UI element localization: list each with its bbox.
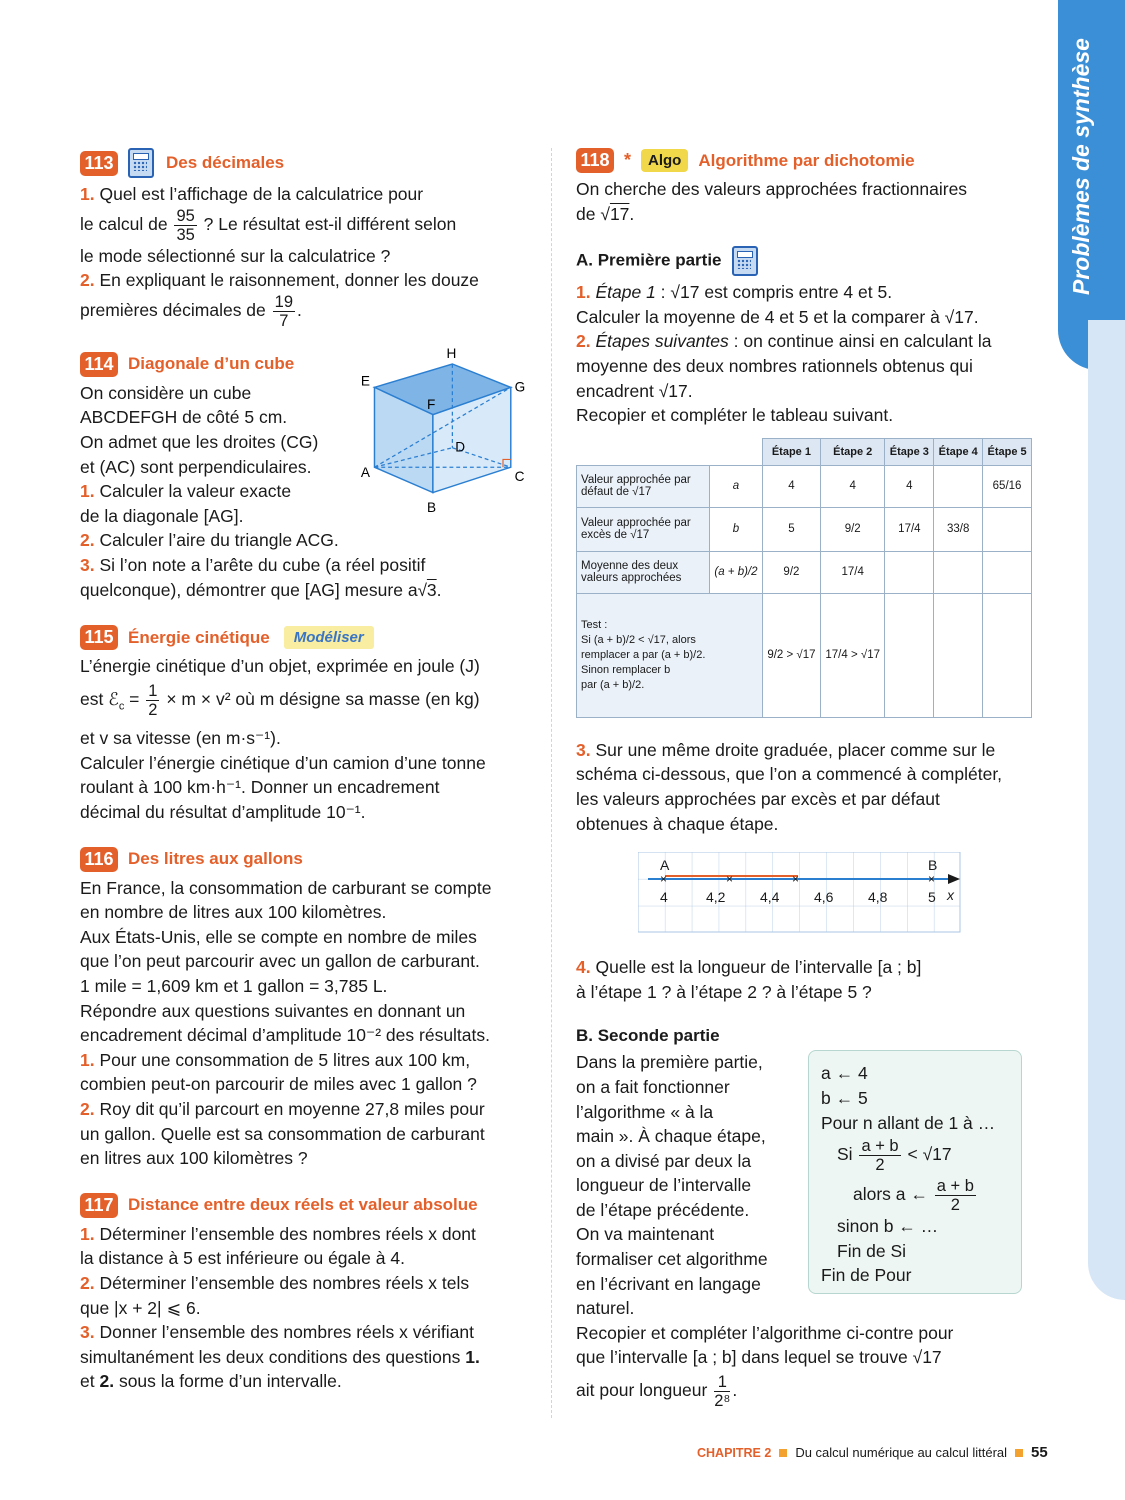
text-line: que l’on peut parcourir avec un gallon de carburant. <box>80 951 480 972</box>
vertex-label-b: B <box>427 499 437 515</box>
text-line: × m × v² où m désigne sa masse (en kg) <box>166 688 480 709</box>
table-cell: 4 <box>762 465 820 507</box>
row-label: Test : Si (a + b)/2 < √17, alors remplacer a par (a + b)/2. Sinon remplacer b par (a + b)/2. <box>577 593 763 717</box>
q2-text: en litres aux 100 kilomètres ? <box>80 1148 308 1169</box>
algo-line: Si <box>837 1144 853 1165</box>
footer-square-icon <box>779 1449 787 1457</box>
table-cell: 5 <box>762 507 820 551</box>
exercise-title: Distance entre deux réels et valeur absolue <box>128 1195 478 1215</box>
column-separator <box>551 148 552 1418</box>
text-line: et (AC) sont perpendiculaires. <box>80 456 312 477</box>
fraction-95-35: $\frac{95}{35}$ <box>176 206 195 244</box>
table-cell <box>934 593 983 717</box>
algo-line: alors a ← <box>853 1183 928 1204</box>
algo-badge: Algo <box>641 149 688 172</box>
table-cell <box>983 551 1032 593</box>
q4-text: Quelle est la longueur de l’intervalle [a ; b] <box>595 957 922 978</box>
exercise-title: Énergie cinétique <box>128 627 270 647</box>
q2-text: En expliquant le raisonnement, donner les douze <box>99 270 479 291</box>
text-line: naturel. <box>576 1298 635 1319</box>
exercise-number: 115 <box>80 625 118 650</box>
svg-text:×: × <box>928 872 936 887</box>
q3-text: schéma ci-dessous, que l’on a commencé à compléter, <box>576 764 1003 785</box>
left-column <box>80 148 530 1416</box>
vertex-label-c: C <box>514 468 525 484</box>
table-cell <box>934 551 983 593</box>
row-label: Moyenne des deux valeurs approchées <box>577 551 710 593</box>
q2-text: Roy dit qu’il parcourt en moyenne 27,8 miles pour <box>99 1098 485 1119</box>
q1-text: le calcul de <box>80 213 168 234</box>
right-column: 118 * Algo Algorithme par dichotomie On cherche des valeurs approchées fractionnaires de √17. A. Première partie 1. Étape 1 : √17 est compris entre 4 et 5. Calculer la moyenne de 4 et 5 et la comparer à √17. 2. Étapes suivantes : on continue ainsi en calculant la moyenne des deux nombres rationnels obtenus qui encadrent √17. Recopier et compléter le tableau suivant. Étape 1 Étape 2 Étape 3 Étape 4 Étape 5 Valeur approchée par défaut de √17 a 4 4 4 65/16 Valeur approchée par excès de √17 b 5 9/2 17/4 33/8 Moyenne des deux valeurs approchées (a + b)/2 9/2 17/4 Test : Si (a + b)/2 < √17, alors remplacer a par (a + b)/2. Sinon remplacer b par (a + b)/2. 9/2 > √17 17/4 > √17 3. Sur une même droite graduée, placer comme sur le schéma ci-dessous, que l’on a commencé à compléter, les valeurs approchées par excès et par défaut obtenues à chaque étape. A B 4 4,2 4,4 4,6 4,8 5 x × × × × 4. Quelle est la longueur de l’intervalle [a ; b] à l’étape 1 ? à l’étape 2 ? à l’étape 5 ? B. Seconde partie Dans la première partie, on a fait fonctionner l’algorithme « à la main ». À chaque étape, on a divisé par deux la longueur de l’intervalle de l’étape précédente. On va maintenant formaliser cet algorithme en l’écrivant en langage naturel. a ← 4 b ← 5 Pour n allant de 1 à … Si $\frac{a + b}{2}$ < √17 alors a ← $\frac{a + b}{2}$ sinon b ← … Fin de Si Fin de Pour Recopier et compléter l’algorithme ci-contre pour que l’intervalle [a ; b] dans lequel se trouve √17 ait pour longueur $\frac{1}{\text{2⁸}}$ . <box>576 148 1036 1410</box>
table-cell: 17/4 <box>820 551 885 593</box>
q3-text: Donner l’ensemble des nombres réels x vérifiant <box>99 1322 474 1343</box>
text-line: l’algorithme « à la <box>576 1101 714 1122</box>
table-cell <box>983 507 1032 551</box>
text-line: Calculer l’énergie cinétique d’un camion d’une tonne <box>80 752 486 773</box>
row-label: Valeur approchée par défaut de √17 <box>577 465 710 507</box>
text-line: en l’écrivant en langage <box>576 1273 761 1294</box>
q3-text: Sur une même droite graduée, placer comme sur le <box>595 739 996 760</box>
table-cell: 4 <box>820 465 885 507</box>
page-number: 55 <box>1031 1444 1048 1461</box>
footer-square-icon <box>1015 1449 1023 1457</box>
axis-label: x <box>947 887 954 904</box>
table-cell: 9/2 <box>820 507 885 551</box>
exercise-number: 113 <box>80 151 118 176</box>
algo-line: sinon b ← … <box>837 1215 939 1236</box>
text-line: est ℰ <box>80 688 119 709</box>
q1-text: de la diagonale [AG]. <box>80 505 244 526</box>
exercise-number: 117 <box>80 1193 118 1218</box>
table-header: Étape 1 <box>762 438 820 465</box>
dichotomy-table <box>576 438 1032 718</box>
modeliser-badge: Modéliser <box>284 626 374 649</box>
exercise-113: 113 Des décimales 1. Quel est l’affichage de la calculatrice pour le calcul de $\frac{95}{35}$ ? Le résultat est-il différent selon le mode sélectionné sur la calculatrice ? 2. En expliquant le raisonnement, donner les douze premières décimales de $\frac{19}{7}$ . <box>80 148 530 330</box>
vertex-label-f: F <box>427 396 436 412</box>
table-cell: 9/2 > √17 <box>762 593 820 717</box>
part-a-heading: A. Première partie <box>576 246 1036 276</box>
svg-text:×: × <box>726 872 734 887</box>
row-variable: a <box>710 465 763 507</box>
q2-text: moyenne des deux nombres rationnels obtenus qui <box>576 355 973 376</box>
q3-text: Si l’on note a l’arête du cube (a réel positif <box>99 554 426 575</box>
text-line: que l’intervalle [a ; b] dans lequel se trouve √17 <box>576 1347 942 1368</box>
exercise-114: 114 Diagonale d’un cube On considère un cube ABCDEFGH de côté 5 cm. On admet que les droites (CG) et (AC) sont perpendiculaires. 1. Calculer la valeur exacte de la diagonale [AG]. 2. Calculer l’aire du triangle ACG. 3. Si l’on note a l’arête du cube (a réel positif quelconque), démontrer que [AG] mesure a√3. H E F G D A C B <box>80 352 530 603</box>
q1-text: : √17 est compris entre 4 et 5. <box>655 282 893 303</box>
exercise-116: 116 Des litres aux gallons En France, la consommation de carburant se compte en nombre de litres aux 100 kilomètres. Aux États-Unis, elle se compte en nombre de miles que l’on peut parcourir avec un gallon de carburant. 1 mile = 1,609 km et 1 gallon = 3,785 L. Répondre aux questions suivantes en donnant un encadrement décimal d’amplitude 10⁻² des résultats. 1. Pour une consommation de 5 litres aux 100 km, combien peut-on parcourir de miles avec 1 gallon ? 2. Roy dit qu’il parcourt en moyenne 27,8 miles pour un gallon. Quelle est sa consommation de carburant en litres aux 100 kilomètres ? <box>80 847 530 1171</box>
q2-text: Déterminer l’ensemble des nombres réels x tels <box>99 1272 470 1293</box>
q2-text: : on continue ainsi en calculant la <box>728 331 992 352</box>
text-line: On admet que les droites (CG) <box>80 431 319 452</box>
row-variable: (a + b)/2 <box>710 551 763 593</box>
exercise-number: 116 <box>80 847 118 872</box>
table-cell: 65/16 <box>983 465 1032 507</box>
vertex-label-d: D <box>455 439 466 455</box>
q1-text: ? Le résultat est-il différent selon <box>203 213 457 234</box>
text-line: On cherche des valeurs approchées fractionnaires <box>576 179 968 199</box>
text-line: 1 mile = 1,609 km et 1 gallon = 3,785 L. <box>80 975 388 996</box>
text-line: on a divisé par deux la <box>576 1150 752 1171</box>
q2-text: que |x + 2| ⩽ 6. <box>80 1297 201 1318</box>
algo-line: Fin de Pour <box>821 1265 912 1286</box>
row-label: Valeur approchée par excès de √17 <box>577 507 710 551</box>
fraction-mean: $\frac{a + b}{2}$ <box>936 1176 974 1214</box>
difficulty-star: * <box>624 150 632 170</box>
text-line: Aux États-Unis, elle se compte en nombre de miles <box>80 926 477 947</box>
table-cell <box>983 593 1032 717</box>
tick-label: 4,4 <box>760 889 780 906</box>
table-cell: 17/4 > √17 <box>820 593 885 717</box>
text-line: roulant à 100 km·h⁻¹. Donner un encadrement <box>80 777 440 798</box>
q1-text: Déterminer l’ensemble des nombres réels x dont <box>99 1223 476 1244</box>
algo-line: b ← 5 <box>821 1087 868 1108</box>
q1-text: le mode sélectionné sur la calculatrice ? <box>80 245 391 266</box>
q3-text: sous la forme d’un intervalle. <box>114 1371 342 1392</box>
text-line: Recopier et compléter l’algorithme ci-contre pour <box>576 1322 954 1343</box>
cube-diagram <box>355 348 540 528</box>
q1-text: Quel est l’affichage de la calculatrice pour <box>99 184 424 204</box>
table-cell <box>885 551 934 593</box>
table-cell <box>934 465 983 507</box>
q1-text: la distance à 5 est inférieure ou égale à 4. <box>80 1248 405 1269</box>
text-line: de l’étape précédente. <box>576 1199 750 1220</box>
q1-text: Calculer la valeur exacte <box>99 481 292 502</box>
tick-label: 4 <box>660 889 668 906</box>
table-cell: 33/8 <box>934 507 983 551</box>
fraction-one-over-2-8: $\frac{1}{\text{2⁸}}$ <box>714 1372 731 1410</box>
exercise-115: 115 Énergie cinétique Modéliser L’énergie cinétique d’un objet, exprimée en joule (J) est ℰ$_c$ = $\frac{1}{2}$ × m × v² où m désigne sa masse (en kg) et v sa vitesse (en m·s⁻¹). Calculer l’énergie cinétique d’un camion d’une tonne roulant à 100 km·h⁻¹. Donner un encadrement décimal du résultat d’amplitude 10⁻¹. <box>80 625 530 824</box>
q3-text: obtenues à chaque étape. <box>576 813 779 834</box>
text-line: ait pour longueur <box>576 1380 708 1401</box>
text-line: main ». À chaque étape, <box>576 1126 766 1147</box>
text-line: Répondre aux questions suivantes en donnant un <box>80 1000 466 1021</box>
chapter-title: Du calcul numérique au calcul littéral <box>795 1445 1008 1460</box>
table-cell: 9/2 <box>762 551 820 593</box>
text-line: ABCDEFGH de côté 5 cm. <box>80 407 288 428</box>
table-row <box>577 507 1032 551</box>
exercise-title: Des décimales <box>166 153 285 172</box>
vertex-label-g: G <box>514 379 526 395</box>
algo-line: a ← 4 <box>821 1063 868 1084</box>
text-line: décimal du résultat d’amplitude 10⁻¹. <box>80 802 366 822</box>
algorithm-box: a ← 4 b ← 5 Pour n allant de 1 à … Si $\frac{a + b}{2}$ < √17 alors a ← $\frac{a + b}{2}$ sinon b ← … Fin de Si Fin de Pour <box>808 1050 1022 1294</box>
chapter-label: CHAPITRE 2 <box>697 1445 772 1460</box>
tick-label: 4,8 <box>868 889 888 906</box>
page-footer <box>697 1444 1048 1461</box>
text-line: formaliser cet algorithme <box>576 1249 768 1270</box>
fraction-one-half: $\frac{1}{2}$ <box>148 681 158 719</box>
text-line: En France, la consommation de carburant se compte <box>80 877 492 898</box>
q3-text: simultanément les deux conditions des questions <box>80 1346 466 1367</box>
text-line: de √ <box>576 203 610 224</box>
q4-text: à l’étape 1 ? à l’étape 2 ? à l’étape 5 ? <box>576 981 872 1002</box>
vertex-label-a: A <box>360 464 370 480</box>
text-line: On va maintenant <box>576 1224 715 1245</box>
q3-text: les valeurs approchées par excès et par défaut <box>576 788 940 809</box>
q3-text: quelconque), démontrer que [AG] mesure a <box>80 579 418 600</box>
vertex-label-e: E <box>360 373 370 389</box>
fraction-mean: $\frac{a + b}{2}$ <box>861 1136 899 1174</box>
algo-line: Fin de Si <box>837 1240 907 1261</box>
exercise-number: 118 <box>576 148 614 173</box>
row-variable: b <box>710 507 763 551</box>
exercise-117: 117 Distance entre deux réels et valeur absolue 1. Déterminer l’ensemble des nombres réels x dont la distance à 5 est inférieure ou égale à 4. 2. Déterminer l’ensemble des nombres réels x tels que |x + 2| ⩽ 6. 3. Donner l’ensemble des nombres réels x vérifiant simultanément les deux conditions des questions 1. et 2. sous la forme d’un intervalle. <box>80 1193 530 1394</box>
point-a-label: A <box>660 857 670 874</box>
table-header: Étape 5 <box>983 438 1032 465</box>
part-b-heading: B. Seconde partie <box>576 1026 720 1046</box>
svg-text:×: × <box>792 872 800 887</box>
table-cell: 4 <box>885 465 934 507</box>
text-line: longueur de l’intervalle <box>576 1175 752 1196</box>
table-row <box>577 551 1032 593</box>
table-row <box>577 593 1032 717</box>
vertex-label-h: H <box>446 347 457 361</box>
text-line: On considère un cube <box>80 382 252 403</box>
q2-text: premières décimales de <box>80 299 266 320</box>
text-line: L’énergie cinétique d’un objet, exprimée en joule (J) <box>80 656 480 677</box>
calculator-icon <box>128 148 154 178</box>
sidebar-title: Problèmes de synthèse <box>1068 38 1094 295</box>
algo-line: Pour n allant de 1 à … <box>821 1112 996 1133</box>
q1-text: Calculer la moyenne de 4 et 5 et la comparer à √17. <box>576 306 979 327</box>
q1-text: combien peut-on parcourir de miles avec 1 gallon ? <box>80 1074 477 1095</box>
table-header: Étape 4 <box>934 438 983 465</box>
table-cell <box>885 593 934 717</box>
text-line: on a fait fonctionner <box>576 1076 730 1097</box>
svg-text:×: × <box>660 872 668 887</box>
text-line: encadrement décimal d’amplitude 10⁻² des résultats. <box>80 1025 491 1046</box>
table-row <box>577 465 1032 507</box>
q2-text: un gallon. Quelle est sa consommation de carburant <box>80 1123 485 1144</box>
table-header: Étape 3 <box>885 438 934 465</box>
calculator-icon <box>732 246 758 276</box>
exercise-title: Algorithme par dichotomie <box>698 150 915 170</box>
text-line: et v sa vitesse (en m·s⁻¹). <box>80 728 281 749</box>
fraction-19-7: $\frac{19}{7}$ <box>274 292 294 330</box>
exercise-title: Diagonale d’un cube <box>128 354 295 374</box>
point-b-label: B <box>928 857 938 874</box>
table-header: Étape 2 <box>820 438 885 465</box>
q2-text: Recopier et compléter le tableau suivant. <box>576 405 894 426</box>
q2-text: Calculer l’aire du triangle ACG. <box>99 530 339 551</box>
tick-label: 5 <box>928 889 936 906</box>
tick-label: 4,2 <box>706 889 726 906</box>
number-line <box>638 852 964 936</box>
q2-text: encadrent √17. <box>576 380 693 401</box>
exercise-title: Des litres aux gallons <box>128 849 303 869</box>
table-cell: 17/4 <box>885 507 934 551</box>
side-strip <box>1088 320 1125 1300</box>
tick-label: 4,6 <box>814 889 834 906</box>
exercise-number: 114 <box>80 352 118 377</box>
text-line: en nombre de litres aux 100 kilomètres. <box>80 902 387 923</box>
text-line: Dans la première partie, <box>576 1052 763 1073</box>
q1-text: Pour une consommation de 5 litres aux 100 km, <box>99 1049 471 1070</box>
